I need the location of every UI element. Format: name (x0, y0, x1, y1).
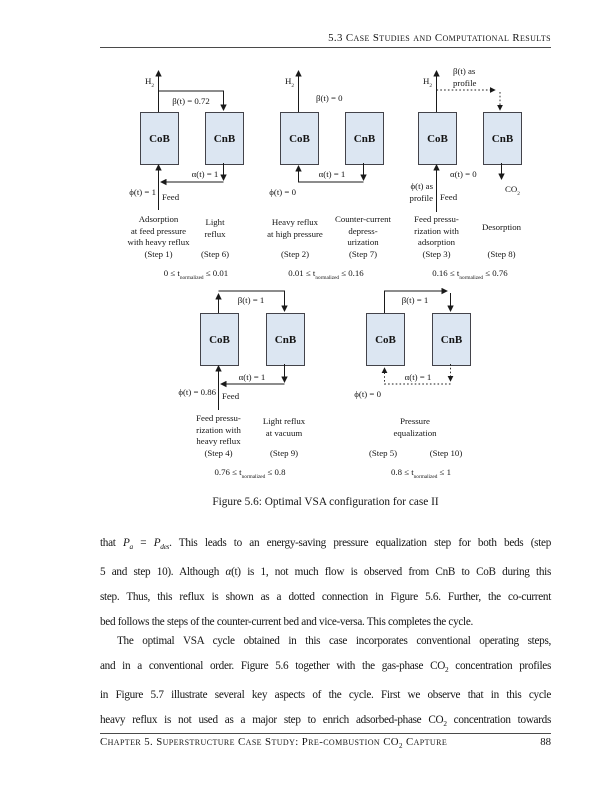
step-9-tag: (Step 9) (269, 448, 299, 458)
time-range-5: $0.8 \le t_{normalized} \le 1$ (391, 467, 451, 480)
beta-valve-label-1: β(t) = 0.72 (172, 96, 210, 106)
figure-caption: Figure 5.6: Optimal VSA configuration for case II (212, 496, 439, 508)
beta-profile-label: β(t) as profile (453, 66, 477, 88)
cob-box-1: CoB (140, 112, 179, 165)
step-8-tag: (Step 8) (487, 249, 516, 259)
step-9-caption: Light reflux at vacuum (262, 416, 306, 438)
feed-label-3: Feed (440, 192, 458, 202)
cob-box-3: CoB (418, 112, 457, 165)
panel-step2-7-lines (299, 72, 364, 182)
step-5-10-caption: Pressure equalization (393, 416, 437, 438)
cnb-box-1: CnB (205, 112, 244, 165)
body-line: and in a conventional order. Figure 5.6 together with the gas-phase $CO_2$ concentration profiles (100, 660, 551, 675)
phi-valve-label-2: ϕ(t) = 0 (269, 187, 296, 197)
cnb-box-5: CnB (432, 313, 471, 366)
alpha-valve-label-5: α(t) = 1 (404, 372, 432, 382)
step-3-tag: (Step 3) (422, 249, 451, 259)
body-line: in Figure 5.7 illustrate several key aspects of the cycle. First we observe that in this cycle (100, 689, 551, 702)
h2-label-3: $H_2$ (423, 76, 432, 89)
body-line: 5 and step 10). Although α(t) is 1, not much flow is observed from CnB to CoB during this (100, 566, 552, 579)
alpha-valve-label-2: α(t) = 1 (318, 169, 346, 179)
step-10-tag: (Step 10) (429, 448, 463, 458)
body-line: step. Thus, this reflux is shown as a dotted connection in Figure 5.6. Further, the co-current (100, 591, 551, 604)
h2-label-1: $H_2$ (145, 76, 154, 89)
body-line: heavy reflux is not used as a major step to enrich adsorbed-phase $CO_2$ concentration towards (100, 714, 551, 729)
phi-profile-label: ϕ(t) as profile (409, 181, 433, 203)
alpha-valve-label-1: α(t) = 1 (191, 169, 219, 179)
step-6-caption: Light reflux (204, 217, 226, 239)
co2-label: $CO_2$ (505, 184, 520, 197)
body-line: bed follows the steps of the counter-current bed and vice-versa. This completes the cycle. (100, 616, 474, 629)
cnb-box-2: CnB (345, 112, 384, 165)
body-line: that $P_a = P_{des}$. This leads to an energy-saving pressure equalization step for both beds (step (100, 537, 551, 552)
alpha-valve-label-3: α(t) = 0 (450, 169, 477, 179)
panel-step1-6-lines (159, 72, 224, 210)
cob-box-2: CoB (280, 112, 319, 165)
step-1-tag: (Step 1) (144, 249, 173, 259)
feed-label-1: Feed (162, 192, 180, 202)
step-1-caption: Adsorption at feed pressure with heavy reflux (127, 214, 190, 247)
panel-step3-8-lines (437, 72, 502, 212)
cnb-box-4: CnB (266, 313, 305, 366)
step-4-tag: (Step 4) (204, 448, 233, 458)
time-range-3: $0.16 \le t_{normalized} \le 0.76$ (432, 268, 508, 281)
alpha-valve-label-4: α(t) = 1 (238, 372, 266, 382)
beta-valve-label-5: β(t) = 1 (401, 295, 429, 305)
phi-valve-label-4: ϕ(t) = 0.86 (178, 387, 216, 397)
section-header-title: 5.3 Case Studies and Computational Results (328, 32, 551, 44)
beta-valve-label-2: β(t) = 0 (316, 93, 343, 103)
step-7-caption: Counter-current depress- urization (334, 214, 391, 247)
phi-valve-label-5: ϕ(t) = 0 (354, 389, 381, 399)
cob-box-4: CoB (200, 313, 239, 366)
step-3-caption: Feed pressu- rization with adsorption (414, 214, 459, 247)
cob-box-5: CoB (366, 313, 405, 366)
beta-valve-label-4: β(t) = 1 (237, 295, 265, 305)
step-2-tag: (Step 2) (280, 249, 310, 259)
time-range-1: $0 \le t_{normalized} \le 0.01$ (163, 268, 229, 281)
time-range-2: $0.01 \le t_{normalized} \le 0.16$ (288, 268, 364, 281)
step-4-caption: Feed pressu- rization with heavy reflux (196, 413, 241, 446)
step-2-caption: Heavy reflux at high pressure (267, 217, 323, 239)
step-8-caption: Desorption (481, 222, 522, 232)
feed-label-4: Feed (222, 391, 240, 401)
body-line: The optimal VSA cycle obtained in this case incorporates conventional operating steps, (117, 635, 551, 647)
cnb-box-3: CnB (483, 112, 522, 165)
h2-label-2: $H_2$ (285, 76, 294, 89)
step-6-tag: (Step 6) (200, 249, 230, 259)
time-range-4: $0.76 \le t_{normalized} \le 0.8$ (214, 467, 286, 480)
step-7-tag: (Step 7) (348, 249, 378, 259)
step-5-tag: (Step 5) (368, 448, 398, 458)
chapter-footer-title: Chapter 5. Superstructure Case Study: Pre-combustion $CO_2$ Capture (100, 736, 448, 751)
phi-valve-label-1: ϕ(t) = 1 (129, 187, 156, 197)
page-number: 88 (540, 736, 551, 748)
